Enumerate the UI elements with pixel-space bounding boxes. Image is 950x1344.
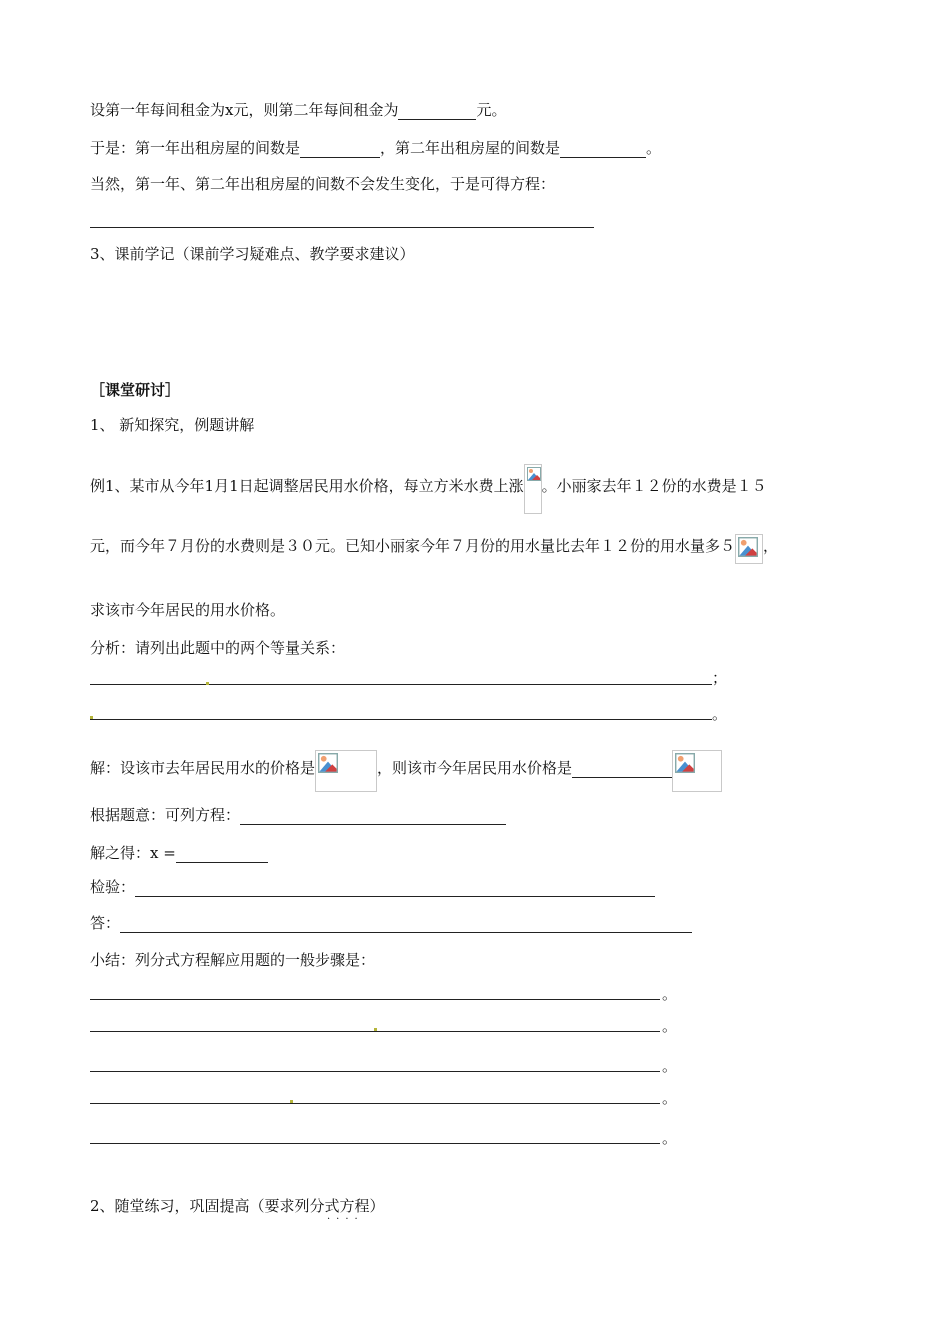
period — [662, 1088, 677, 1108]
line-new-knowledge — [90, 415, 254, 435]
blank-step-1[interactable] — [90, 999, 660, 1000]
text: 检验： — [90, 878, 136, 896]
line-pre-class-notes — [90, 244, 415, 264]
line-solve — [90, 843, 268, 863]
text: 分析：请列出此题中的两个等量关系： — [90, 639, 346, 657]
text: 求该市今年居民的用水价格。 — [90, 601, 286, 619]
blank-step-2[interactable] — [90, 1031, 660, 1032]
text: 。 — [662, 1089, 678, 1107]
section-title — [90, 380, 180, 400]
line-rent-second-year — [90, 100, 506, 120]
blank-this-year-price[interactable] — [572, 761, 672, 778]
blank-second-year-rent[interactable] — [398, 103, 476, 120]
broken-image-icon — [524, 464, 542, 514]
text: ； — [712, 669, 728, 687]
text: 设第一年每间租金为x元，则第二年每间租金为 — [90, 101, 399, 119]
period — [662, 1056, 677, 1076]
broken-image-icon — [735, 534, 763, 564]
text: ，则该市今年居民用水价格是 — [377, 759, 573, 777]
text: 。 — [712, 705, 728, 723]
text: 1、 新知探究，例题讲解 — [90, 416, 255, 434]
period — [662, 1016, 677, 1036]
text: 。 — [646, 139, 662, 157]
blank-equation-rent[interactable] — [90, 227, 594, 228]
text: 。 — [662, 985, 678, 1003]
line-equation — [90, 805, 506, 825]
line-check — [90, 877, 655, 897]
text: 于是：第一年出租房屋的间数是 — [90, 139, 301, 157]
blank-step-3[interactable] — [90, 1071, 660, 1072]
line-analysis — [90, 638, 345, 658]
line-rooms-count — [90, 138, 661, 158]
emphasis-dots: ···· — [327, 1214, 364, 1225]
period — [662, 984, 677, 1004]
text: 解之得：x = — [90, 844, 176, 862]
text: 当然，第一年、第二年出租房屋的间数不会发生变化，于是可得方程： — [90, 175, 556, 193]
line-practice — [90, 1196, 385, 1216]
text: ，第二年出租房屋的间数是 — [380, 139, 561, 157]
marker-dot — [374, 1028, 377, 1031]
text: 3、课前学记（课前学习疑难点、教学要求建议） — [90, 245, 415, 263]
blank-check[interactable] — [135, 880, 655, 897]
text: 答： — [90, 914, 121, 932]
text: 。 — [662, 1129, 678, 1147]
line-answer — [90, 913, 692, 933]
blank-second-year-rooms[interactable] — [560, 141, 646, 158]
line-equation-prompt — [90, 174, 555, 194]
text: 。 — [662, 1017, 678, 1035]
blank-step-5[interactable] — [90, 1143, 660, 1144]
broken-image-icon — [672, 750, 722, 792]
marker-dot — [206, 682, 209, 685]
blank-relation-2[interactable] — [90, 719, 712, 720]
line-example-1-a — [90, 464, 767, 496]
text: 例1、某市从今年1月1日起调整居民用水价格，每立方米水费上涨 — [90, 477, 524, 495]
marker-dot — [90, 716, 93, 719]
line-example-1-b — [90, 534, 778, 556]
blank-step-4[interactable] — [90, 1103, 660, 1104]
text: 。小丽家去年１２份的水费是１５ — [541, 477, 767, 495]
text: ［课堂研讨］ — [90, 381, 181, 399]
blank-first-year-rooms[interactable] — [300, 141, 380, 158]
text: 小结：列分式方程解应用题的一般步骤是： — [90, 951, 376, 969]
period — [662, 1128, 677, 1148]
blank-equation[interactable] — [240, 808, 506, 825]
text: 元。 — [476, 101, 507, 119]
text: 根据题意：可列方程： — [90, 806, 241, 824]
blank-x-value[interactable] — [176, 846, 268, 863]
text: 。 — [662, 1057, 678, 1075]
line-solution — [90, 750, 722, 778]
period — [712, 704, 727, 724]
blank-relation-1[interactable] — [90, 684, 712, 685]
blank-answer[interactable] — [120, 916, 692, 933]
line-example-1-c — [90, 600, 285, 620]
marker-dot — [290, 1100, 293, 1103]
broken-image-icon — [315, 750, 377, 792]
semicolon — [712, 668, 727, 688]
text: 解：设该市去年居民用水的价格是 — [90, 759, 316, 777]
text: 元，而今年７月份的水费则是３０元。已知小丽家今年７月份的用水量比去年１２份的用水量多５ — [90, 537, 736, 555]
line-summary — [90, 950, 375, 970]
text: 2、随堂练习，巩固提高（要求列分式方程） — [90, 1197, 385, 1215]
text: ， — [763, 537, 779, 555]
